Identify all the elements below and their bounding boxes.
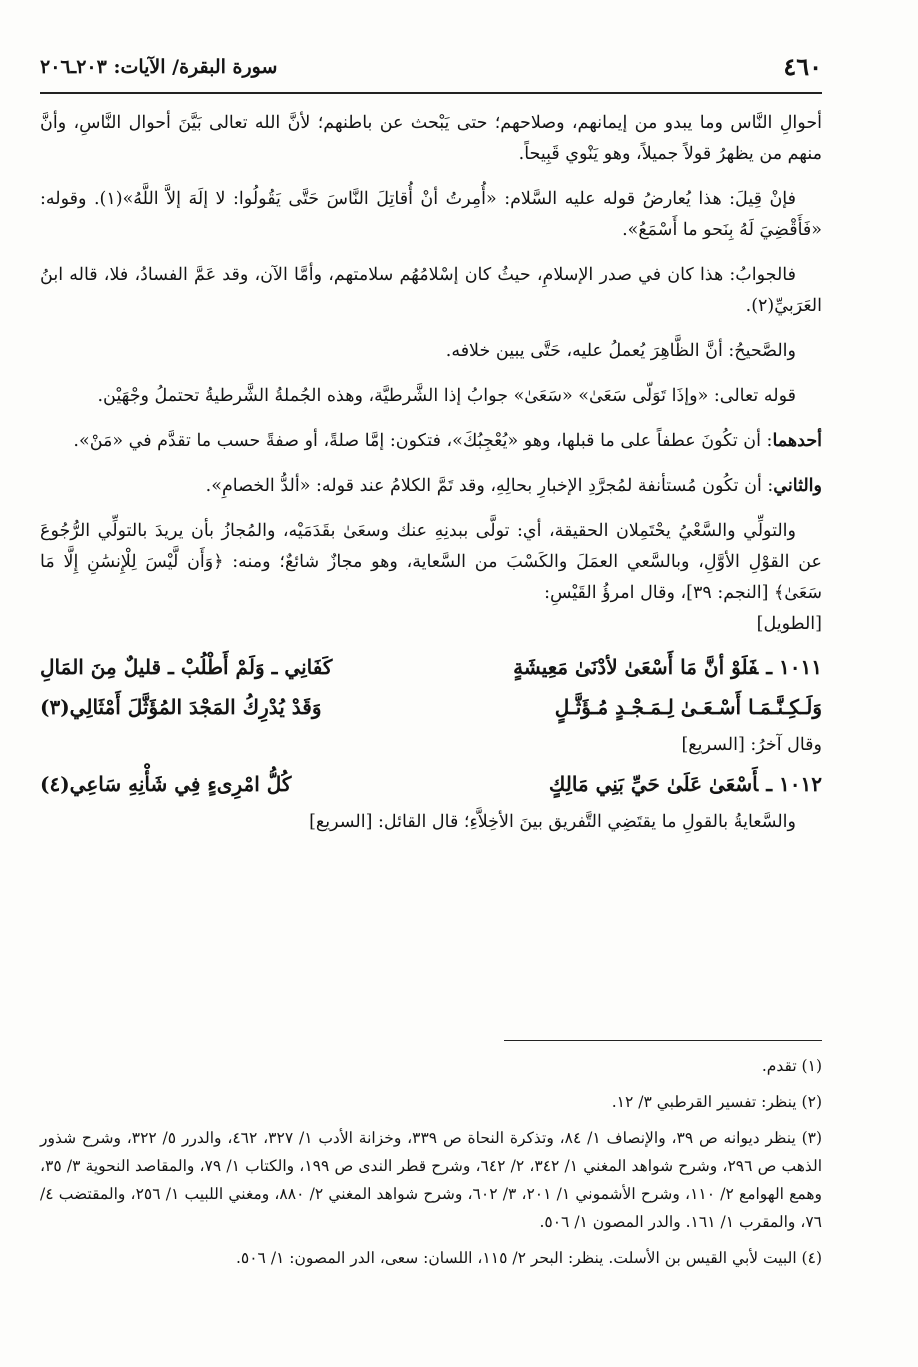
paragraph: قوله تعالى: «وإذَا تَوَلّى سَعَىٰ» «سَعَىٰ» جوابُ إذا الشَّرطيَّة، وهذه الجُملةُ الشَّرطيةُ تحتملُ وجْهَيْن. [97, 386, 796, 406]
footnote: (٤) البيت لأبي القيس بن الأسلت. ينظر: البحر ٢/ ١١٥، اللسان: سعى، الدر المصون: ١/ ٥٠٦. [235, 1249, 822, 1267]
paragraph: فالجوابُ: هذا كان في صدر الإسلامِ، حيثُ كان إسْلامُهُم سلامتهم، وأمَّا الآن، وقد عَمَّ الفسادُ، فلا، قاله ابنُ العَرَبيِّ(٢). [40, 265, 822, 316]
footnotes [40, 1052, 822, 1280]
paragraph: أحوالِ النَّاس وما يبدو من إيمانهم، وصلاحهم؛ حتى يَبْحث عن باطنهم؛ لأنَّ الله تعالى بَيَّنَ أحوال النَّاسِ، وأنَّ منهم من يظهرُ قولاً جميلاً، وهو يَنْوي قَبِيحاً. [40, 113, 822, 164]
option-label: أحدهما [772, 431, 822, 451]
option-label: والثاني [773, 476, 822, 496]
paragraph: والتولِّي والسَّعْيُ يحْتَمِلان الحقيقة، أي: تولَّى ببدنِهِ عنك وسعَىٰ بقَدَمَيْه، والمُجازُ بأن يريدَ بالتولِّي الرُّجُوعَ عن القوْلِ الأوَّلِ، وبالسَّعي العمَلَ والكَسْبَ من السَّعاية، وهو مجازٌ شائعٌ؛ ومنه: ﴿وَأَن لَّيْسَ لِلْإِنسَٰنِ إِلَّا مَا سَعَىٰ﴾ [النجم: ٣٩]، وقال امرؤُ القَيْسِ: [40, 521, 822, 603]
paragraph: والسَّعايةُ بالقولِ ما يقتَضِي التَّفريق بينَ الأخِلاَّءِ؛ قال القائل: [السريع] [309, 812, 796, 832]
verse-hemistich-left: كَفَانِي ـ وَلَمْ أَطْلُبْ ـ قليلٌ مِنَ المَالِ [40, 655, 333, 679]
paragraph: وقال آخرُ: [السريع] [681, 735, 822, 755]
option-paragraph [40, 426, 822, 457]
page [40, 0, 822, 1367]
page-header [40, 52, 822, 82]
verse-hemistich-left: كُلُّ امْرِىءٍ فِي شَأْنِهِ سَاعِي(٤) [40, 772, 292, 796]
meter-label: [الطويل] [756, 614, 822, 634]
verse-line [40, 690, 822, 724]
verse-hemistich-right [549, 767, 822, 801]
verse-hemistich-left: وَقَدْ يُدْرِكُ المَجْدَ المُؤَثَّلَ أَمْثَالِي(٣) [40, 695, 322, 719]
verse-hemistich-right: وَلَـكِـنَّـمَـا أَسْـعَـىٰ لِـمَـجْـدٍ مُـؤَثَّـلٍ [554, 695, 822, 719]
running-title: سورة البقرة/ الآيات: ٢٠٣ـ٢٠٦ [40, 56, 278, 78]
header-rule [40, 92, 822, 94]
verse-text: فَلَوْ أنَّ مَا أَسْعَىٰ لأدْنَىٰ مَعِيشَةٍ [513, 655, 759, 679]
verse-number: ١٠١١ ـ [766, 655, 822, 679]
footnote: (٢) ينظر: تفسير القرطبي ٣/ ١٢. [611, 1093, 822, 1111]
verse-text: أَسْعَىٰ عَلَىٰ حَيِّ بَنِي مَالِكٍ [548, 772, 759, 796]
footnote-rule [504, 1040, 822, 1041]
paragraph: والصَّحيحُ: أنَّ الظَّاهِرَ يُعملُ عليه، حَتَّى يبين خلافه. [445, 341, 796, 361]
verse-hemistich-right [513, 650, 822, 684]
paragraph: فإنْ قِيلَ: هذا يُعارضُ قوله عليه السَّلام: «أُمِرتُ أنْ أُقاتِلَ النَّاسَ حَتَّى يَقُولُوا: لا إلَهَ إلاَّ اللَّهُ»(١). وقوله: «فَأَقْضِيَ لَهُ بِنَحو ما أَسْمَعُ». [40, 189, 822, 240]
page-number: ٤٦٠ [783, 52, 822, 81]
footnote: (١) تقدم. [761, 1057, 822, 1075]
verse-number: ١٠١٢ ـ [766, 772, 822, 796]
option-text: : أن تكُونَ عطفاً على ما قبلها، وهو «يُعْجِبُكَ»، فتكون: إمَّا صلةً، أو صفةً حسب ما تقدَّم في «مَنْ». [73, 431, 773, 451]
option-text: : أن تكُون مُستأنفة لمُجرَّدِ الإخبارِ بحالِهِ، وقد تَمَّ الكلامُ عند قوله: «ألدُّ الخصامِ». [205, 476, 774, 496]
verse-line [40, 767, 822, 801]
option-paragraph [40, 471, 822, 502]
main-text [40, 108, 822, 852]
footnote: (٣) ينظر ديوانه ص ٣٩، والإنصاف ١/ ٨٤، وتذكرة النحاة ص ٣٣٩، وخزانة الأدب ١/ ٣٢٧، ٤٦٢، والدرر ٥/ ٣٢٢، وشرح شذور الذهب ص ٢٩٦، وشرح شواهد المغني ١/ ٣٤٢، ٢/ ٦٤٢، وشرح قطر الندى ص ١٩٩، والكتاب ١/ ٧٩، والمقاصد النحوية ٣/ ٣٥، وهمع الهوامع ٢/ ١١٠، وشرح الأشموني ١/ ٢٠١، ٣/ ٦٠٢، وشرح شواهد المغني ٢/ ٨٨٠، ومغني اللبيب ١/ ٢٥٦، والمقتضب ٤/ ٧٦، والمقرب ١/ ١٦١. والدر المصون ١/ ٥٠٦. [40, 1129, 823, 1231]
verse-line [40, 650, 822, 684]
